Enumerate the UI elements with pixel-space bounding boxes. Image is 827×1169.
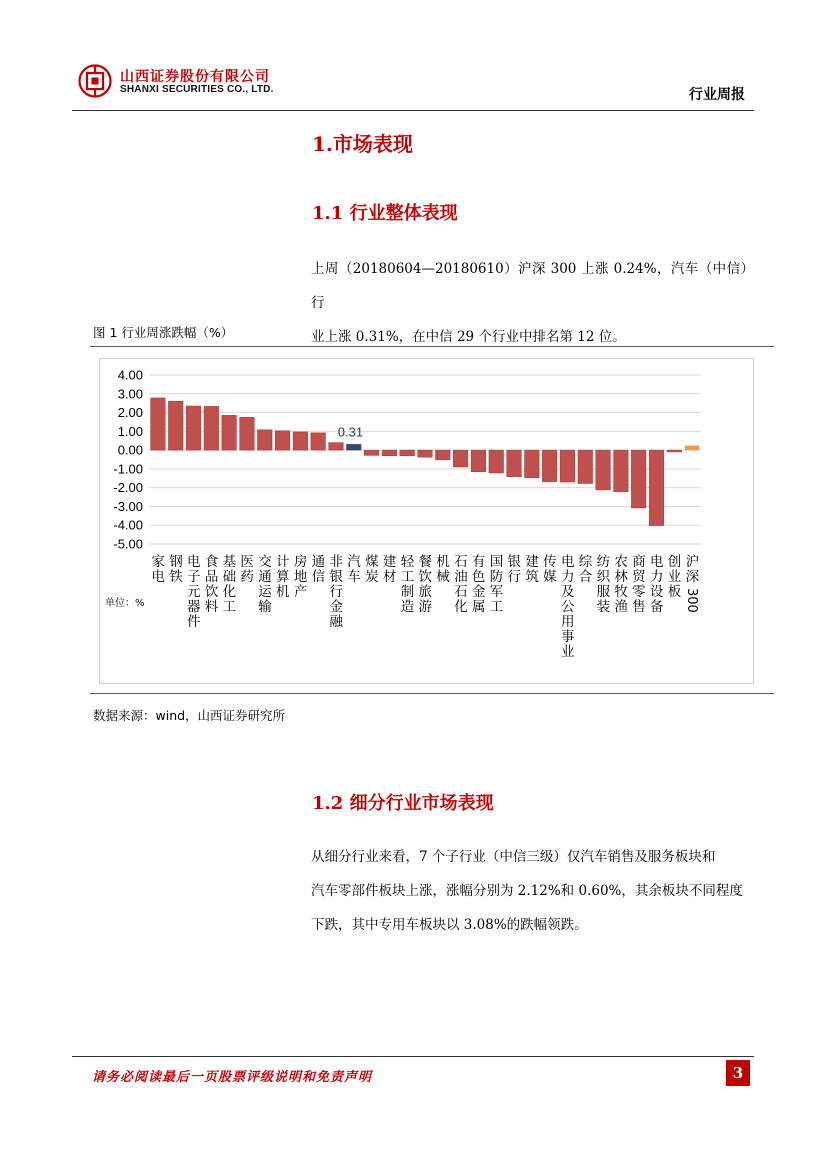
bar	[489, 450, 504, 473]
x-tick-label: 银行	[507, 554, 522, 585]
bar	[578, 450, 593, 483]
bar	[631, 450, 646, 508]
company-logo-icon	[78, 64, 112, 98]
bar	[329, 443, 344, 451]
x-tick-label: 国防军工	[489, 554, 504, 615]
x-tick-label: 房地产	[293, 554, 308, 600]
paragraph-line: 从细分行业来看，7 个子行业（中信三级）仅汽车销售及服务板块和	[311, 849, 716, 865]
bar	[596, 450, 611, 490]
x-tick-label: 机械	[436, 554, 450, 585]
bar	[382, 450, 397, 456]
x-tick-label: 计算机	[276, 554, 290, 600]
x-tick-label: 传媒	[543, 554, 557, 585]
x-tick-label: 钢铁	[169, 554, 183, 585]
x-tick-label: 综合	[578, 554, 593, 585]
bar	[614, 450, 629, 492]
bar	[168, 401, 183, 450]
bar	[257, 430, 272, 450]
page-number: 3	[726, 1060, 750, 1086]
bar-chart	[99, 358, 754, 684]
bar	[453, 450, 468, 467]
bar	[667, 450, 682, 452]
y-tick-label: -1.00	[113, 461, 143, 477]
bar	[507, 450, 522, 477]
x-tick-label: 通信	[311, 554, 326, 585]
footer-divider	[72, 1056, 754, 1057]
bar	[418, 450, 433, 457]
y-tick-label: 3.00	[117, 386, 143, 402]
figure-top-rule	[90, 346, 774, 347]
paragraph-line: 业上涨 0.31%，在中信 29 个行业中排名第 12 位。	[311, 329, 626, 345]
x-tick-label: 沪深	[685, 554, 700, 585]
x-tick-label: 基础化工	[222, 554, 237, 615]
x-tick-label: 石油石化	[454, 554, 468, 615]
company-name-en: SHANXI SECURITIES CO., LTD.	[120, 84, 274, 95]
x-tick-label: 交通运输	[258, 554, 272, 615]
y-tick-label: -4.00	[113, 517, 143, 533]
bar	[204, 406, 219, 450]
x-tick-label: 轻工制造	[400, 554, 415, 615]
figure-source: 数据来源：wind，山西证券研究所	[93, 708, 286, 723]
figure-bottom-rule	[90, 693, 774, 694]
x-tick-label: 汽车	[347, 554, 361, 585]
bar	[364, 450, 379, 455]
x-tick-label: 电力及公用事业	[560, 554, 575, 660]
bar	[471, 450, 486, 472]
subsection-title: 1.2 细分行业市场表现	[312, 793, 494, 814]
bar	[400, 450, 415, 456]
y-tick-label: 4.00	[117, 367, 143, 383]
bar	[560, 450, 575, 482]
bar	[151, 398, 166, 450]
x-tick-label: 纺织服装	[596, 554, 611, 615]
company-name-cn: 山西证券股份有限公司	[120, 69, 270, 85]
bar	[346, 444, 361, 450]
y-tick-label: -3.00	[113, 498, 143, 514]
y-tick-label: -2.00	[113, 480, 143, 496]
subsection-title: 1.1 行业整体表现	[312, 203, 458, 224]
bar	[311, 433, 326, 450]
bar	[525, 450, 540, 478]
paragraph	[311, 252, 754, 354]
x-tick-label: 建筑	[525, 554, 539, 585]
x-tick-label: 家电	[151, 554, 165, 585]
bar	[240, 417, 255, 450]
y-tick-label: -5.00	[113, 536, 143, 552]
x-tick-label: 煤炭	[365, 554, 379, 585]
figure-caption: 图 1 行业周涨跌幅（%）	[93, 325, 234, 340]
bar	[685, 446, 700, 451]
x-tick-label: 餐饮旅游	[418, 554, 432, 615]
x-tick-label: 农林牧渔	[614, 554, 628, 615]
x-tick-label-number: 300	[684, 588, 700, 613]
bar	[222, 415, 237, 450]
x-tick-label: 电子元器件	[187, 554, 201, 630]
paragraph-line: 上周（20180604—20180610）沪深 300 上涨 0.24%，汽车（中信）行	[311, 261, 754, 311]
x-tick-label: 创业板	[667, 554, 682, 600]
bar	[436, 450, 451, 460]
x-tick-label: 非银行金融	[329, 554, 343, 630]
y-tick-label: 2.00	[117, 405, 143, 421]
header-divider	[72, 110, 754, 111]
bar	[542, 450, 557, 482]
bar	[649, 450, 664, 525]
bar	[275, 431, 290, 450]
y-tick-label: 0.00	[117, 442, 143, 458]
x-tick-label: 电力设备	[649, 554, 664, 615]
disclaimer: 请务必阅读最后一页股票评级说明和免责声明	[92, 1070, 373, 1085]
data-label: 0.31	[337, 424, 364, 440]
x-tick-label: 有色金属	[471, 554, 486, 615]
x-tick-label: 医药	[240, 554, 254, 585]
section-title: 1.市场表现	[312, 132, 413, 156]
paragraph	[311, 840, 754, 942]
x-tick-label: 建材	[382, 554, 397, 585]
x-tick-label: 商贸零售	[632, 554, 646, 615]
paragraph-line: 汽车零部件板块上涨，涨幅分别为 2.12%和 0.60%，其余板块不同程度	[311, 883, 743, 899]
bar	[186, 406, 201, 450]
unit-label: 单位：%	[105, 598, 145, 609]
bar	[293, 432, 308, 450]
x-tick-label: 食品饮料	[204, 554, 219, 615]
y-tick-label: 1.00	[117, 423, 143, 439]
paragraph-line: 下跌，其中专用车板块以 3.08%的跌幅领跌。	[311, 917, 588, 933]
report-type: 行业周报	[689, 87, 745, 103]
